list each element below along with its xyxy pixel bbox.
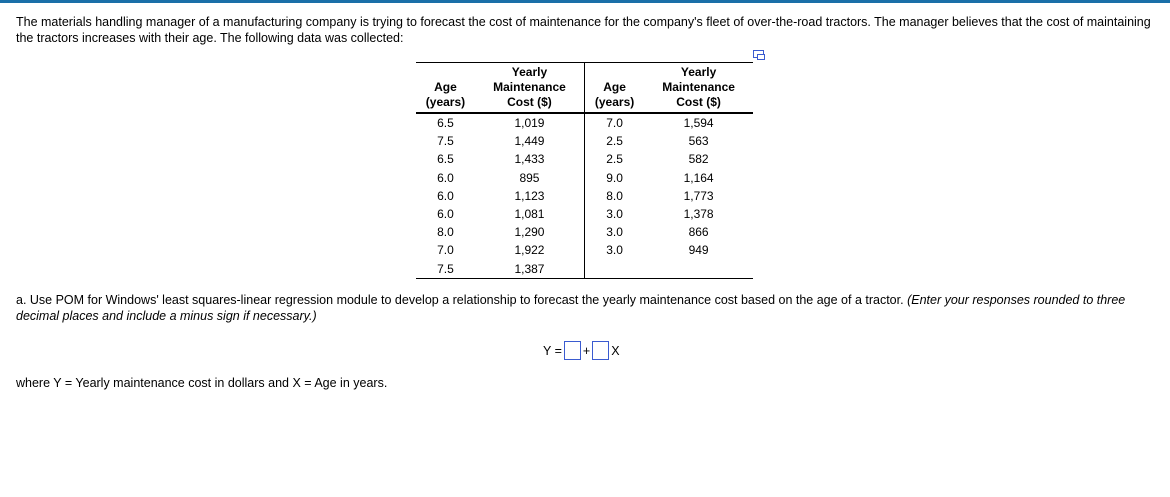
table-row xyxy=(416,169,753,187)
age-cell: 2.5 xyxy=(606,152,623,167)
question-a xyxy=(16,292,1156,324)
age-cell: 6.0 xyxy=(437,188,454,203)
table-row xyxy=(416,241,753,259)
cost-cell: 1,164 xyxy=(683,170,714,185)
data-table xyxy=(416,62,753,279)
cost-cell: 1,773 xyxy=(683,188,714,203)
cost-cell: 1,378 xyxy=(683,207,714,222)
table-row xyxy=(416,113,753,132)
intercept-input[interactable] xyxy=(564,341,581,360)
slope-input[interactable] xyxy=(592,341,609,360)
cost-cell: 582 xyxy=(688,152,709,167)
x-variable: X xyxy=(611,343,620,358)
cost-cell: 1,449 xyxy=(475,132,585,150)
cost-cell: 866 xyxy=(688,225,709,240)
age-cell: 6.0 xyxy=(437,207,454,222)
table-row xyxy=(416,150,753,168)
age-cell: 6.5 xyxy=(437,152,454,167)
age-cell: 7.0 xyxy=(606,116,623,131)
age-cell: 8.0 xyxy=(606,188,623,203)
cost-cell: 1,081 xyxy=(475,205,585,223)
copy-table-icon[interactable] xyxy=(753,50,764,58)
cost-cell: 1,922 xyxy=(475,241,585,259)
table-row xyxy=(416,260,753,279)
cost-cell: 1,387 xyxy=(475,260,585,279)
cost-cell: 1,290 xyxy=(475,223,585,241)
cost-cell: 1,019 xyxy=(475,113,585,132)
age-cell: 7.5 xyxy=(437,261,454,276)
header-age-1: Age (years) xyxy=(416,63,475,114)
age-cell: 7.0 xyxy=(437,243,454,258)
age-cell xyxy=(584,260,644,279)
header-age-2: Age (years) xyxy=(584,63,644,114)
regression-equation xyxy=(543,341,620,360)
age-cell: 3.0 xyxy=(606,225,623,240)
cost-cell: 949 xyxy=(688,243,709,258)
cost-cell: 563 xyxy=(688,134,709,149)
table-row xyxy=(416,187,753,205)
table-row xyxy=(416,132,753,150)
cost-cell: 1,594 xyxy=(683,116,714,131)
equation-lhs: Y = xyxy=(543,343,562,358)
age-cell: 9.0 xyxy=(606,170,623,185)
header-cost-1: Yearly Maintenance Cost ($) xyxy=(475,63,585,114)
table-row xyxy=(416,205,753,223)
age-cell: 3.0 xyxy=(606,243,623,258)
cost-cell xyxy=(644,260,753,279)
age-cell: 7.5 xyxy=(437,134,454,149)
age-cell: 6.0 xyxy=(437,170,454,185)
age-cell: 6.5 xyxy=(437,116,454,131)
cost-cell: 1,433 xyxy=(475,150,585,168)
age-cell: 3.0 xyxy=(606,207,623,222)
top-border xyxy=(0,0,1170,3)
question-text: a. Use POM for Windows' least squares-linear regression module to develop a relationship to forecast the yearly maintenance cost based on the age of a tractor. xyxy=(16,293,908,307)
table-row xyxy=(416,223,753,241)
problem-intro: The materials handling manager of a manufacturing company is trying to forecast the cost of maintenance for the company's fleet of over-the-road tractors. The manager believes that the cost of maintaining the tractors increases with their age. The following data was collected: xyxy=(16,15,1151,45)
plus-sign: + xyxy=(582,343,591,358)
question-note: (Enter your responses rounded to three decimal places and include a minus sign if necessary.) xyxy=(16,293,1126,323)
variable-definitions: where Y = Yearly maintenance cost in dollars and X = Age in years. xyxy=(16,376,388,390)
age-cell: 2.5 xyxy=(606,134,623,149)
cost-cell: 895 xyxy=(475,169,585,187)
cost-cell: 1,123 xyxy=(475,187,585,205)
header-cost-2: Yearly Maintenance Cost ($) xyxy=(644,63,753,114)
age-cell: 8.0 xyxy=(437,225,454,240)
